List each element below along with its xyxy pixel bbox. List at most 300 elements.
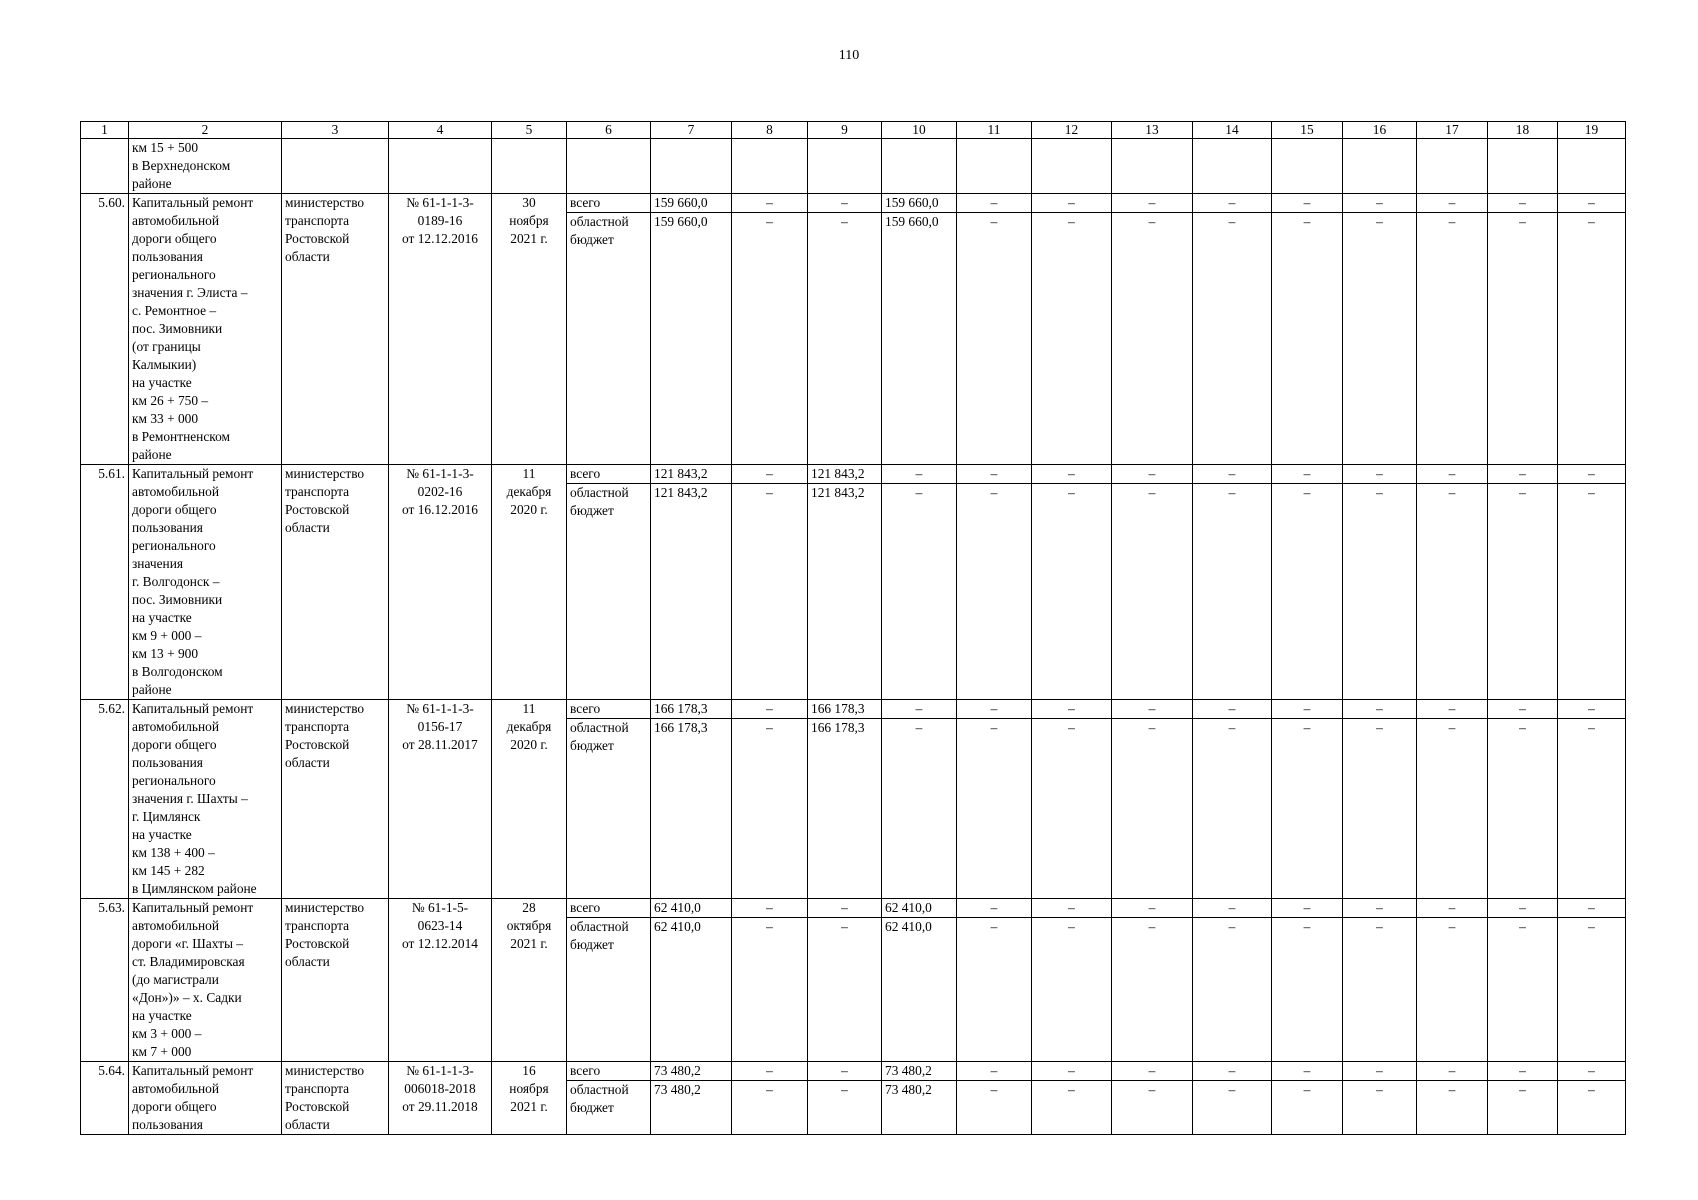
dash-cell: – <box>1343 465 1417 484</box>
amount-cell: 159 660,0 <box>882 194 957 213</box>
entry-date-line: 30 <box>522 195 536 210</box>
dash-cell: – <box>1343 700 1417 719</box>
dash-cell: – <box>732 700 808 719</box>
entry-document-line: № 61-1-5- <box>411 900 469 915</box>
dash-cell: – <box>1193 1062 1272 1081</box>
dash-cell: – <box>1417 484 1488 700</box>
empty-cell <box>1343 139 1417 194</box>
empty-cell <box>957 139 1032 194</box>
entry-executor <box>282 899 389 1062</box>
entry-total-row <box>81 899 1626 918</box>
dash-cell: – <box>1558 1081 1626 1135</box>
empty-cell <box>282 139 389 194</box>
amount-cell: 166 178,3 <box>651 700 732 719</box>
funding-source: областной бюджет <box>567 484 651 700</box>
entry-date-line: 28 <box>522 900 536 915</box>
entry-name-line: в Верхнедонском <box>132 158 231 173</box>
dash-cell: – <box>1417 899 1488 918</box>
entry-name-line: автомобильной <box>132 213 220 228</box>
entry-name-line: ст. Владимировская <box>132 954 245 969</box>
column-header: 7 <box>651 122 732 139</box>
entry-document-line: 0202-16 <box>417 484 463 499</box>
entry-name-line: пользования <box>132 249 203 264</box>
entry-executor-line: министерство <box>285 701 365 716</box>
column-header: 9 <box>808 122 882 139</box>
amount-cell: 62 410,0 <box>882 899 957 918</box>
entry-name-line: г. Цимлянск <box>132 809 201 824</box>
dash-cell: – <box>1193 213 1272 465</box>
dash-cell: – <box>1112 194 1193 213</box>
dash-cell: – <box>1488 465 1558 484</box>
dash-cell: – <box>957 465 1032 484</box>
entry-total-row <box>81 1062 1626 1081</box>
entry-date-line: 2020 г. <box>510 502 548 517</box>
entry-name-line: Капитальный ремонт <box>132 701 254 716</box>
dash-cell: – <box>1112 484 1193 700</box>
entry-document-line: 006018-2018 <box>404 1081 476 1096</box>
entry-date <box>492 465 567 700</box>
entry-executor-line: Ростовской <box>285 737 350 752</box>
entry-name-line: значения г. Шахты – <box>132 791 248 806</box>
entry-name-line: пос. Зимовники <box>132 321 223 336</box>
entry-name-line: км 9 + 000 – <box>132 628 202 643</box>
column-header: 15 <box>1272 122 1343 139</box>
entry-name-line: пользования <box>132 1117 203 1132</box>
entry-document-line: № 61-1-1-3- <box>406 195 474 210</box>
entry-name-line: пользования <box>132 520 203 535</box>
dash-cell: – <box>882 484 957 700</box>
entry-name <box>129 194 282 465</box>
dash-cell: – <box>1417 700 1488 719</box>
entry-name-line: «Дон»)» – х. Садки <box>132 990 242 1005</box>
entry-executor-line: министерство <box>285 195 365 210</box>
entry-executor-line: Ростовской <box>285 936 350 951</box>
entry-name-line: км 15 + 500 <box>132 140 199 155</box>
entry-name-line: дороги «г. Шахты – <box>132 936 243 951</box>
dash-cell: – <box>1193 700 1272 719</box>
dash-cell: – <box>732 213 808 465</box>
dash-cell: – <box>808 1081 882 1135</box>
dash-cell: – <box>957 700 1032 719</box>
entry-date-line: декабря <box>506 719 552 734</box>
entry-date-line: ноября <box>509 1081 549 1096</box>
dash-cell: – <box>1488 484 1558 700</box>
dash-cell: – <box>1558 213 1626 465</box>
entry-name-line: км 7 + 000 <box>132 1044 192 1059</box>
dash-cell: – <box>1193 194 1272 213</box>
funding-source: областной бюджет <box>567 719 651 899</box>
dash-cell: – <box>1558 465 1626 484</box>
empty-cell <box>732 139 808 194</box>
entry-name-line: Капитальный ремонт <box>132 195 254 210</box>
empty-cell <box>1488 139 1558 194</box>
dash-cell: – <box>882 465 957 484</box>
entry-document-line: от 28.11.2017 <box>402 737 478 752</box>
dash-cell: – <box>808 194 882 213</box>
entry-number <box>81 139 129 194</box>
column-header: 12 <box>1032 122 1112 139</box>
entry-document-line: от 12.12.2014 <box>402 936 478 951</box>
entry-document-line: 0189-16 <box>417 213 463 228</box>
entry-executor <box>282 700 389 899</box>
entry-total-row <box>81 194 1626 213</box>
dash-cell: – <box>808 213 882 465</box>
dash-cell: – <box>957 1062 1032 1081</box>
amount-cell: 62 410,0 <box>651 899 732 918</box>
entry-name-line: автомобильной <box>132 918 220 933</box>
column-header: 11 <box>957 122 1032 139</box>
entry-executor-line: области <box>285 520 330 535</box>
column-header: 13 <box>1112 122 1193 139</box>
entry-number: 5.62. <box>81 700 129 899</box>
dash-cell: – <box>1032 899 1112 918</box>
dash-cell: – <box>808 918 882 1062</box>
dash-cell: – <box>1343 719 1417 899</box>
entry-name-line: значения <box>132 556 184 571</box>
dash-cell: – <box>1343 1062 1417 1081</box>
dash-cell: – <box>1558 484 1626 700</box>
entry-total-row <box>81 700 1626 719</box>
amount-cell: 73 480,2 <box>651 1081 732 1135</box>
dash-cell: – <box>1343 194 1417 213</box>
dash-cell: – <box>1558 700 1626 719</box>
entry-name-line: пос. Зимовники <box>132 592 223 607</box>
entry-document-line: № 61-1-1-3- <box>406 701 474 716</box>
empty-cell <box>567 139 651 194</box>
entry-name-line: в Ремонтненском <box>132 429 231 444</box>
dash-cell: – <box>1272 1081 1343 1135</box>
column-header: 17 <box>1417 122 1488 139</box>
entry-executor-line: транспорта <box>285 213 350 228</box>
entry-number: 5.60. <box>81 194 129 465</box>
entry-date <box>492 194 567 465</box>
entry-name-line: автомобильной <box>132 719 220 734</box>
dash-cell: – <box>1272 899 1343 918</box>
dash-cell: – <box>732 1081 808 1135</box>
funding-source: областной бюджет <box>567 1081 651 1135</box>
entry-name-line: (до магистрали <box>132 972 219 987</box>
dash-cell: – <box>957 719 1032 899</box>
entry-date-line: ноября <box>509 213 549 228</box>
entry-number: 5.61. <box>81 465 129 700</box>
dash-cell: – <box>957 194 1032 213</box>
dash-cell: – <box>1032 918 1112 1062</box>
dash-cell: – <box>1032 213 1112 465</box>
entry-document-line: № 61-1-1-3- <box>406 1063 474 1078</box>
entry-executor-line: Ростовской <box>285 1099 350 1114</box>
dash-cell: – <box>1417 1081 1488 1135</box>
dash-cell: – <box>1558 719 1626 899</box>
dash-cell: – <box>732 899 808 918</box>
column-header: 2 <box>129 122 282 139</box>
amount-cell: 121 843,2 <box>808 465 882 484</box>
dash-cell: – <box>732 719 808 899</box>
dash-cell: – <box>1272 1062 1343 1081</box>
page-number: 110 <box>838 48 860 63</box>
continuation-row <box>81 139 1626 194</box>
entry-name-line: на участке <box>132 827 192 842</box>
entry-name <box>129 465 282 700</box>
dash-cell: – <box>1112 213 1193 465</box>
dash-cell: – <box>1032 484 1112 700</box>
entry-document <box>389 194 492 465</box>
dash-cell: – <box>1558 899 1626 918</box>
entry-executor-line: Ростовской <box>285 231 350 246</box>
amount-cell: 62 410,0 <box>651 918 732 1062</box>
dash-cell: – <box>1558 918 1626 1062</box>
entry-executor-line: области <box>285 1117 330 1132</box>
entry-name-line: на участке <box>132 375 192 390</box>
dash-cell: – <box>1032 465 1112 484</box>
dash-cell: – <box>732 918 808 1062</box>
entry-executor-line: транспорта <box>285 484 350 499</box>
entry-date-line: 2021 г. <box>510 1099 548 1114</box>
entry-executor-line: транспорта <box>285 719 350 734</box>
column-header: 14 <box>1193 122 1272 139</box>
dash-cell: – <box>957 1081 1032 1135</box>
dash-cell: – <box>1193 899 1272 918</box>
dash-cell: – <box>1417 465 1488 484</box>
entry-name-line: км 3 + 000 – <box>132 1026 202 1041</box>
entry-document-line: от 29.11.2018 <box>402 1099 478 1114</box>
entry-name-line: дороги общего <box>132 502 217 517</box>
column-header: 4 <box>389 122 492 139</box>
amount-cell: 159 660,0 <box>882 213 957 465</box>
entry-name-line: в Цимлянском районе <box>132 881 257 896</box>
empty-cell <box>882 139 957 194</box>
entry-date <box>492 899 567 1062</box>
entry-name-line: на участке <box>132 1008 192 1023</box>
entry-executor-line: области <box>285 249 330 264</box>
funding-source: всего <box>567 1062 651 1081</box>
amount-cell: 166 178,3 <box>651 719 732 899</box>
dash-cell: – <box>957 899 1032 918</box>
column-header: 1 <box>81 122 129 139</box>
dash-cell: – <box>1488 213 1558 465</box>
dash-cell: – <box>1417 719 1488 899</box>
entry-document <box>389 465 492 700</box>
entry-date-line: 16 <box>522 1063 536 1078</box>
dash-cell: – <box>1488 1062 1558 1081</box>
column-header: 10 <box>882 122 957 139</box>
dash-cell: – <box>1272 918 1343 1062</box>
entry-name-line: Капитальный ремонт <box>132 1063 254 1078</box>
dash-cell: – <box>1112 465 1193 484</box>
amount-cell: 159 660,0 <box>651 213 732 465</box>
entry-date-line: 2020 г. <box>510 737 548 752</box>
dash-cell: – <box>957 918 1032 1062</box>
dash-cell: – <box>1488 194 1558 213</box>
dash-cell: – <box>1488 700 1558 719</box>
dash-cell: – <box>1343 1081 1417 1135</box>
dash-cell: – <box>1343 213 1417 465</box>
dash-cell: – <box>1193 918 1272 1062</box>
entry-document-line: от 12.12.2016 <box>402 231 478 246</box>
entry-document <box>389 899 492 1062</box>
entry-date-line: 2021 г. <box>510 936 548 951</box>
entry-document <box>389 700 492 899</box>
entry-date-line: 11 <box>522 466 536 481</box>
entry-date <box>492 700 567 899</box>
entry-name-line: пользования <box>132 755 203 770</box>
column-header: 3 <box>282 122 389 139</box>
entry-date <box>492 1062 567 1135</box>
amount-cell: 166 178,3 <box>808 719 882 899</box>
entry-name-line: регионального <box>132 538 216 553</box>
funding-source: всего <box>567 465 651 484</box>
entry-executor <box>282 194 389 465</box>
entry-name-line: Калмыкии) <box>132 357 197 372</box>
entry-name <box>129 899 282 1062</box>
amount-cell: 121 843,2 <box>651 484 732 700</box>
entry-name-line: регионального <box>132 267 216 282</box>
entry-name-line: дороги общего <box>132 1099 217 1114</box>
amount-cell: 166 178,3 <box>808 700 882 719</box>
entry-name-line: на участке <box>132 610 192 625</box>
dash-cell: – <box>1488 1081 1558 1135</box>
dash-cell: – <box>1272 719 1343 899</box>
funding-source: всего <box>567 700 651 719</box>
dash-cell: – <box>1032 700 1112 719</box>
entry-name-line: значения г. Элиста – <box>132 285 248 300</box>
entry-name-line: автомобильной <box>132 1081 220 1096</box>
entry-number: 5.63. <box>81 899 129 1062</box>
dash-cell: – <box>1272 213 1343 465</box>
funding-source: областной бюджет <box>567 213 651 465</box>
column-header: 16 <box>1343 122 1417 139</box>
dash-cell: – <box>1193 719 1272 899</box>
entry-name-line: в Волгодонском <box>132 664 223 679</box>
dash-cell: – <box>1112 1062 1193 1081</box>
entry-executor-line: министерство <box>285 1063 365 1078</box>
dash-cell: – <box>1032 194 1112 213</box>
entry-name <box>129 139 282 194</box>
dash-cell: – <box>1112 719 1193 899</box>
entry-name-line: км 145 + 282 <box>132 863 205 878</box>
dash-cell: – <box>1272 484 1343 700</box>
empty-cell <box>389 139 492 194</box>
empty-cell <box>492 139 567 194</box>
entry-name-line: (от границы <box>132 339 201 354</box>
amount-cell: 62 410,0 <box>882 918 957 1062</box>
entry-date-line: декабря <box>506 484 552 499</box>
entry-name <box>129 700 282 899</box>
amount-cell: 159 660,0 <box>651 194 732 213</box>
dash-cell: – <box>1272 465 1343 484</box>
entry-document-line: 0156-17 <box>417 719 463 734</box>
empty-cell <box>1112 139 1193 194</box>
empty-cell <box>1417 139 1488 194</box>
dash-cell: – <box>1193 465 1272 484</box>
dash-cell: – <box>1558 194 1626 213</box>
entry-number: 5.64. <box>81 1062 129 1135</box>
entry-name <box>129 1062 282 1135</box>
entry-name-line: км 33 + 000 <box>132 411 199 426</box>
dash-cell: – <box>1032 1062 1112 1081</box>
dash-cell: – <box>1488 918 1558 1062</box>
entry-document-line: 0623-14 <box>417 918 463 933</box>
entry-name-line: Капитальный ремонт <box>132 900 254 915</box>
entry-name-line: км 13 + 900 <box>132 646 199 661</box>
entry-name-line: г. Волгодонск – <box>132 574 220 589</box>
dash-cell: – <box>1488 899 1558 918</box>
amount-cell: 121 843,2 <box>651 465 732 484</box>
entry-name-line: с. Ремонтное – <box>132 303 217 318</box>
dash-cell: – <box>957 484 1032 700</box>
entry-executor-line: министерство <box>285 466 365 481</box>
entry-name-line: Капитальный ремонт <box>132 466 254 481</box>
entry-date-line: 2021 г. <box>510 231 548 246</box>
dash-cell: – <box>732 194 808 213</box>
dash-cell: – <box>1417 194 1488 213</box>
column-header: 19 <box>1558 122 1626 139</box>
dash-cell: – <box>808 1062 882 1081</box>
entry-executor-line: транспорта <box>285 918 350 933</box>
entry-name-line: районе <box>132 176 172 191</box>
entry-executor <box>282 465 389 700</box>
dash-cell: – <box>1112 1081 1193 1135</box>
dash-cell: – <box>808 899 882 918</box>
entry-executor-line: области <box>285 755 330 770</box>
entry-executor-line: Ростовской <box>285 502 350 517</box>
dash-cell: – <box>732 1062 808 1081</box>
data-table <box>80 121 1626 1135</box>
dash-cell: – <box>1112 918 1193 1062</box>
entry-executor-line: министерство <box>285 900 365 915</box>
funding-source: всего <box>567 194 651 213</box>
empty-cell <box>1193 139 1272 194</box>
dash-cell: – <box>1417 1062 1488 1081</box>
entry-name-line: автомобильной <box>132 484 220 499</box>
column-header-row <box>81 122 1626 139</box>
amount-cell: 73 480,2 <box>882 1062 957 1081</box>
amount-cell: 73 480,2 <box>882 1081 957 1135</box>
entry-executor-line: области <box>285 954 330 969</box>
dash-cell: – <box>1558 1062 1626 1081</box>
entry-name-line: районе <box>132 447 172 462</box>
entry-name-line: районе <box>132 682 172 697</box>
dash-cell: – <box>732 465 808 484</box>
entry-date-line: 11 <box>522 701 536 716</box>
dash-cell: – <box>1193 484 1272 700</box>
dash-cell: – <box>1272 194 1343 213</box>
dash-cell: – <box>1272 700 1343 719</box>
entry-name-line: дороги общего <box>132 737 217 752</box>
dash-cell: – <box>1343 899 1417 918</box>
funding-source: всего <box>567 899 651 918</box>
amount-cell: 121 843,2 <box>808 484 882 700</box>
entry-name-line: дороги общего <box>132 231 217 246</box>
entry-name-line: км 138 + 400 – <box>132 845 215 860</box>
column-header: 5 <box>492 122 567 139</box>
dash-cell: – <box>1032 1081 1112 1135</box>
empty-cell <box>808 139 882 194</box>
funding-source: областной бюджет <box>567 918 651 1062</box>
empty-cell <box>1558 139 1626 194</box>
dash-cell: – <box>1417 213 1488 465</box>
amount-cell: 73 480,2 <box>651 1062 732 1081</box>
empty-cell <box>1032 139 1112 194</box>
entry-document <box>389 1062 492 1135</box>
column-header: 8 <box>732 122 808 139</box>
entry-document-line: от 16.12.2016 <box>402 502 478 517</box>
dash-cell: – <box>882 719 957 899</box>
entry-name-line: регионального <box>132 773 216 788</box>
dash-cell: – <box>1417 918 1488 1062</box>
dash-cell: – <box>957 213 1032 465</box>
dash-cell: – <box>882 700 957 719</box>
dash-cell: – <box>1112 700 1193 719</box>
